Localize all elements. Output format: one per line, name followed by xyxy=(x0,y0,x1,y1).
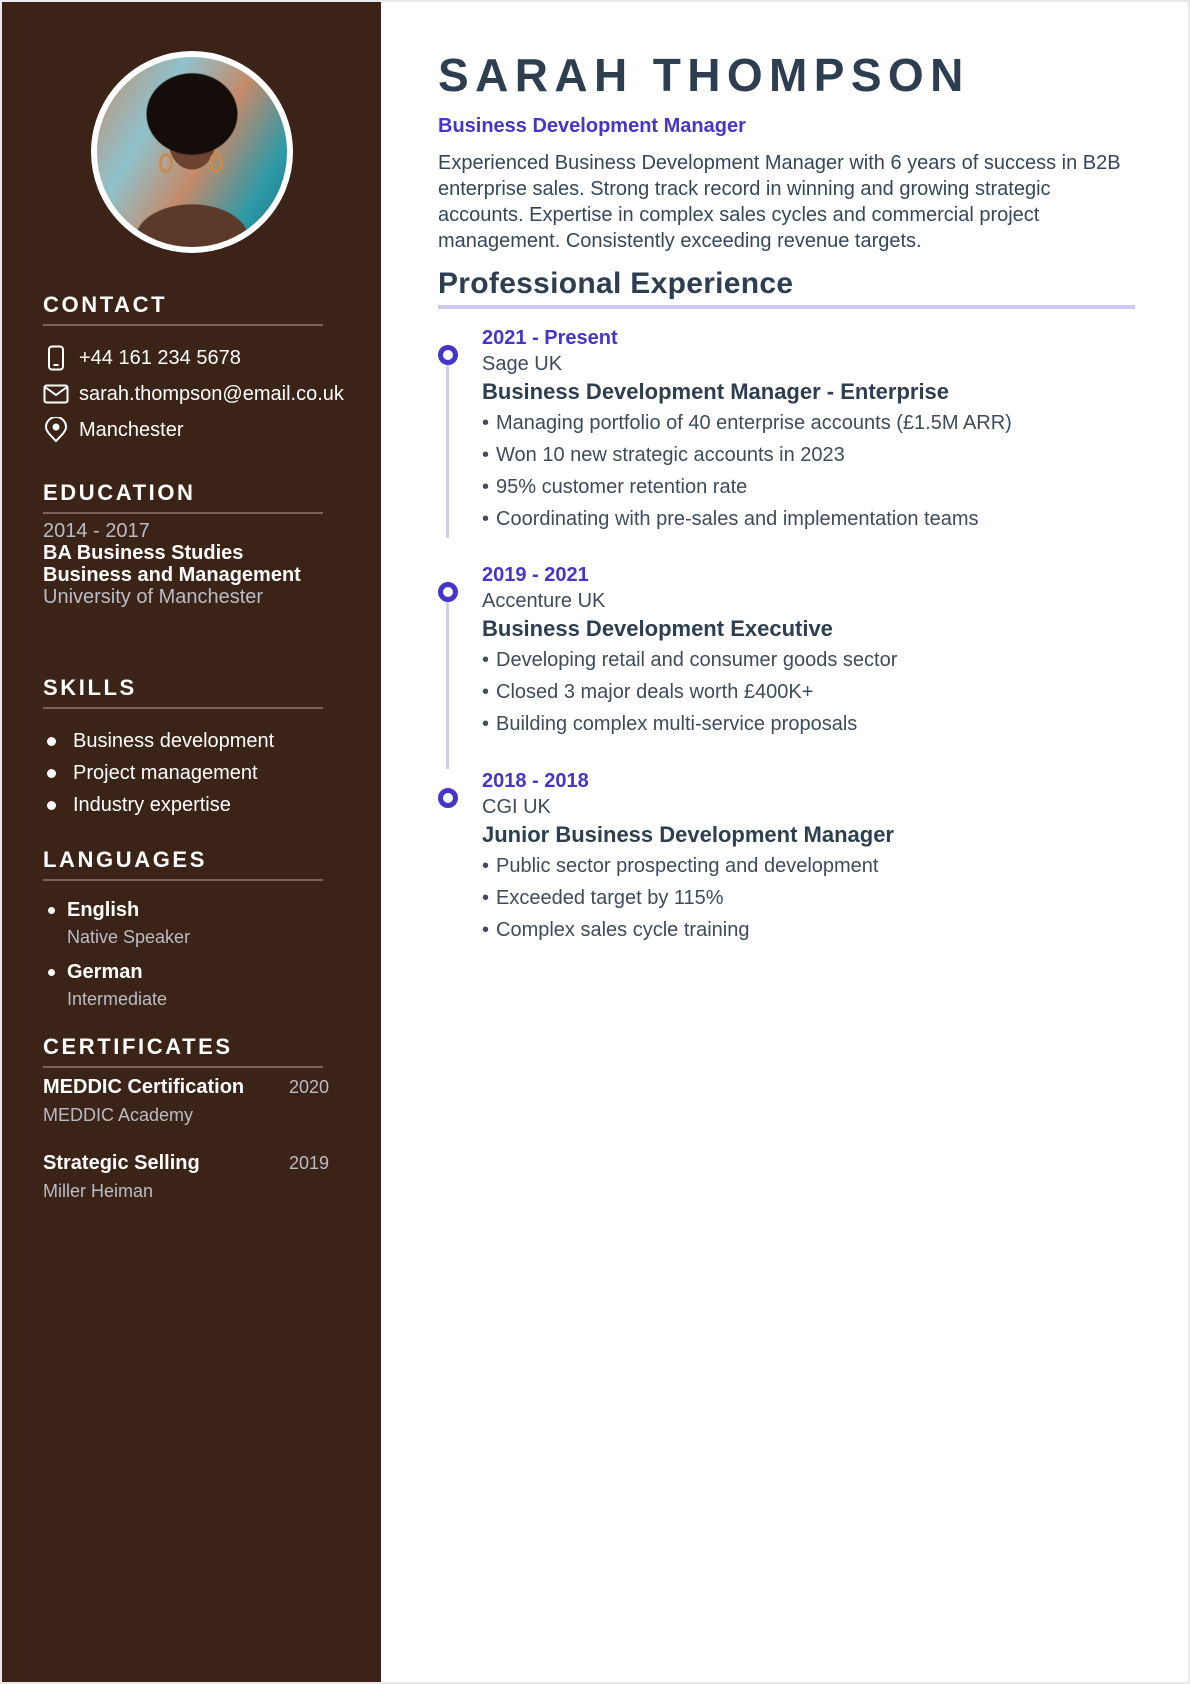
job-bullet: • Won 10 new strategic accounts in 2023 xyxy=(482,439,1158,471)
education-years: 2014 - 2017 xyxy=(43,520,150,542)
skill-label: Project management xyxy=(73,761,258,784)
skill-label: Industry expertise xyxy=(73,793,231,816)
contact-email[interactable] xyxy=(43,376,344,412)
experience-item xyxy=(438,325,1158,535)
experience-item xyxy=(438,768,1158,946)
certificate-issuer: MEDDIC Academy xyxy=(43,1105,194,1125)
skills-section xyxy=(43,675,323,821)
job-dates: 2021 - Present xyxy=(482,327,618,349)
skill-item xyxy=(43,725,323,757)
timeline-dot-icon xyxy=(438,582,458,602)
experience-heading: Professional Experience xyxy=(438,267,1135,309)
language-name: English xyxy=(67,898,140,921)
languages-section xyxy=(43,847,323,1019)
job-company: Sage UK xyxy=(482,353,563,375)
job-bullet: • 95% customer retention rate xyxy=(482,471,1158,503)
skill-item xyxy=(43,789,323,821)
language-level: Intermediate xyxy=(67,989,168,1009)
bullet-icon xyxy=(47,801,56,810)
job-dates: 2019 - 2021 xyxy=(482,564,589,586)
education-school: University of Manchester xyxy=(43,586,264,608)
job-role: Business Development Manager - Enterprise xyxy=(482,379,950,404)
education-heading: EDUCATION xyxy=(43,480,323,514)
resume-page xyxy=(2,2,1188,1682)
contact-heading: CONTACT xyxy=(43,292,323,326)
sidebar xyxy=(2,2,381,1682)
education-field: Business and Management xyxy=(43,564,301,586)
earring-left xyxy=(159,153,173,173)
languages-heading: LANGUAGES xyxy=(43,847,323,881)
bullet-icon xyxy=(48,907,55,914)
candidate-name: SARAH THOMPSON xyxy=(438,49,970,101)
mail-icon xyxy=(43,381,69,407)
contact-section xyxy=(43,292,344,448)
job-bullet: • Closed 3 major deals worth £400K+ xyxy=(482,676,1158,708)
education-section xyxy=(43,480,323,608)
education-degree: BA Business Studies xyxy=(43,542,244,564)
skill-label: Business development xyxy=(73,729,275,752)
contact-location xyxy=(43,412,323,448)
certificate-issuer: Miller Heiman xyxy=(43,1181,154,1201)
job-dates: 2018 - 2018 xyxy=(482,770,589,792)
bullet-icon xyxy=(48,969,55,976)
job-bullet: • Building complex multi-service proposals xyxy=(482,708,1158,740)
job-bullet: • Exceeded target by 115% xyxy=(482,882,1158,914)
language-item xyxy=(43,957,323,1011)
job-company: CGI UK xyxy=(482,796,551,818)
job-bullet: • Complex sales cycle training xyxy=(482,914,1158,946)
bullet-icon xyxy=(47,769,56,778)
skill-item xyxy=(43,757,323,789)
location-pin-icon xyxy=(43,417,69,443)
language-level: Native Speaker xyxy=(67,927,191,947)
certificate-name: MEDDIC Certification xyxy=(43,1076,245,1098)
job-bullet: • Developing retail and consumer goods sector xyxy=(482,644,1158,676)
job-title: Business Development Manager xyxy=(438,115,746,137)
job-bullet: • Managing portfolio of 40 enterprise accounts (£1.5M ARR) xyxy=(482,407,1158,439)
contact-phone-value: +44 161 234 5678 xyxy=(79,346,241,369)
job-role: Business Development Executive xyxy=(482,616,833,641)
contact-email-value: sarah.thompson@email.co.uk xyxy=(79,382,344,405)
avatar xyxy=(91,51,293,253)
timeline-dot-icon xyxy=(438,788,458,808)
certificate-item xyxy=(43,1148,333,1204)
main-content xyxy=(381,2,1188,1682)
certificates-heading: CERTIFICATES xyxy=(43,1034,323,1068)
certificate-item xyxy=(43,1072,333,1128)
experience-item xyxy=(438,562,1158,740)
phone-icon xyxy=(43,345,69,371)
certificates-section xyxy=(43,1034,333,1224)
skills-heading: SKILLS xyxy=(43,675,323,709)
job-bullet: • Public sector prospecting and development xyxy=(482,850,1158,882)
certificate-name: Strategic Selling xyxy=(43,1152,200,1174)
certificate-year: 2020 xyxy=(288,1077,329,1097)
job-bullet: • Coordinating with pre-sales and implementation teams xyxy=(482,503,1158,535)
contact-location-value: Manchester xyxy=(79,418,184,441)
certificate-year: 2019 xyxy=(288,1153,329,1173)
timeline-dot-icon xyxy=(438,345,458,365)
job-role: Junior Business Development Manager xyxy=(482,822,894,847)
profile-summary: Experienced Business Development Manager with 6 years of success in B2B enterprise sales. Strong track record in winning and growing strategic accounts. Expertise in complex sales cycles and commercial project management. Consistently exceeding revenue targets. xyxy=(438,152,1121,252)
language-name: German xyxy=(67,960,143,983)
bullet-icon xyxy=(47,737,56,746)
language-item xyxy=(43,895,323,949)
job-company: Accenture UK xyxy=(482,590,606,612)
education-item xyxy=(43,520,323,608)
earring-right xyxy=(209,153,223,173)
contact-phone[interactable] xyxy=(43,340,323,376)
